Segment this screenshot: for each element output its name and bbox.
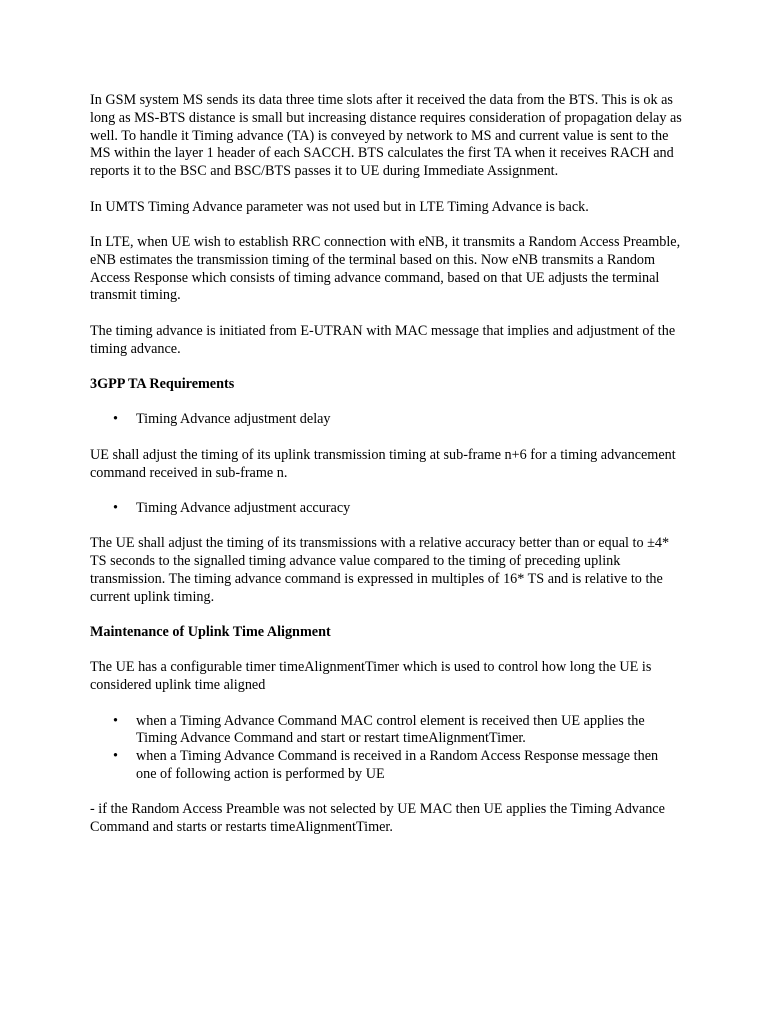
list-item	[90, 411, 682, 429]
list-item-text: when a Timing Advance Command is received in a Random Access Response message then one of following action is performed by UE	[136, 748, 659, 783]
list-item	[90, 713, 682, 749]
list-item-text: when a Timing Advance Command MAC control element is received then UE applies the Timing Advance Command and start or restart timeAlignmentTimer.	[136, 712, 645, 747]
list-timer-actions	[90, 713, 682, 784]
bullet-icon: •	[113, 748, 118, 765]
paragraph-preamble-not-selected: - if the Random Access Preamble was not selected by UE MAC then UE applies the Timing Advance Command and starts or restarts timeAlignmentTimer.	[90, 801, 665, 836]
paragraph-lte-rrc: In LTE, when UE wish to establish RRC connection with eNB, it transmits a Random Access Preamble, eNB estimates the transmission timing of the terminal based on this. Now eNB transmits a Random Access Response which consists of timing advance command, based on that UE adjusts the terminal transmit timing.	[90, 233, 681, 304]
paragraph-accuracy: The UE shall adjust the timing of its transmissions with a relative accuracy better than or equal to ±4* TS seconds to the signalled timing advance value compared to the timing of preceding uplink transmission. The timing advance command is expressed in multiples of 16* TS and is relative to the current uplink timing.	[90, 535, 670, 605]
heading-uplink-alignment: Maintenance of Uplink Time Alignment	[90, 624, 331, 641]
list-adjustment-delay	[90, 411, 682, 429]
heading-3gpp-ta-requirements: 3GPP TA Requirements	[90, 375, 235, 392]
list-item-text: Timing Advance adjustment delay	[136, 411, 331, 428]
document-body	[90, 92, 682, 855]
list-item	[90, 500, 682, 518]
list-item-text: Timing Advance adjustment accuracy	[136, 499, 351, 516]
paragraph-subframe-timing: UE shall adjust the timing of its uplink transmission timing at sub-frame n+6 for a timing advancement command received in sub-frame n.	[90, 446, 676, 481]
bullet-icon: •	[113, 411, 118, 428]
paragraph-umts-lte: In UMTS Timing Advance parameter was not used but in LTE Timing Advance is back.	[90, 198, 589, 215]
bullet-icon: •	[113, 712, 118, 729]
bullet-icon: •	[113, 499, 118, 516]
list-adjustment-accuracy	[90, 500, 682, 518]
paragraph-time-alignment-timer: The UE has a configurable timer timeAlignmentTimer which is used to control how long the UE is considered uplink time aligned	[90, 659, 652, 694]
list-item	[90, 748, 682, 784]
paragraph-gsm-timing: In GSM system MS sends its data three time slots after it received the data from the BTS. This is ok as long as MS-BTS distance is small but increasing distance requires consideration of propagation delay as well. To handle it Timing advance (TA) is conveyed by network to MS and current value is sent to the MS within the layer 1 header of each SACCH. BTS calculates the first TA when it receives RACH and reports it to the BSC and BSC/BTS passes it to UE during Immediate Assignment.	[90, 92, 682, 180]
paragraph-ta-initiation: The timing advance is initiated from E-UTRAN with MAC message that implies and adjustment of the timing advance.	[90, 322, 676, 357]
